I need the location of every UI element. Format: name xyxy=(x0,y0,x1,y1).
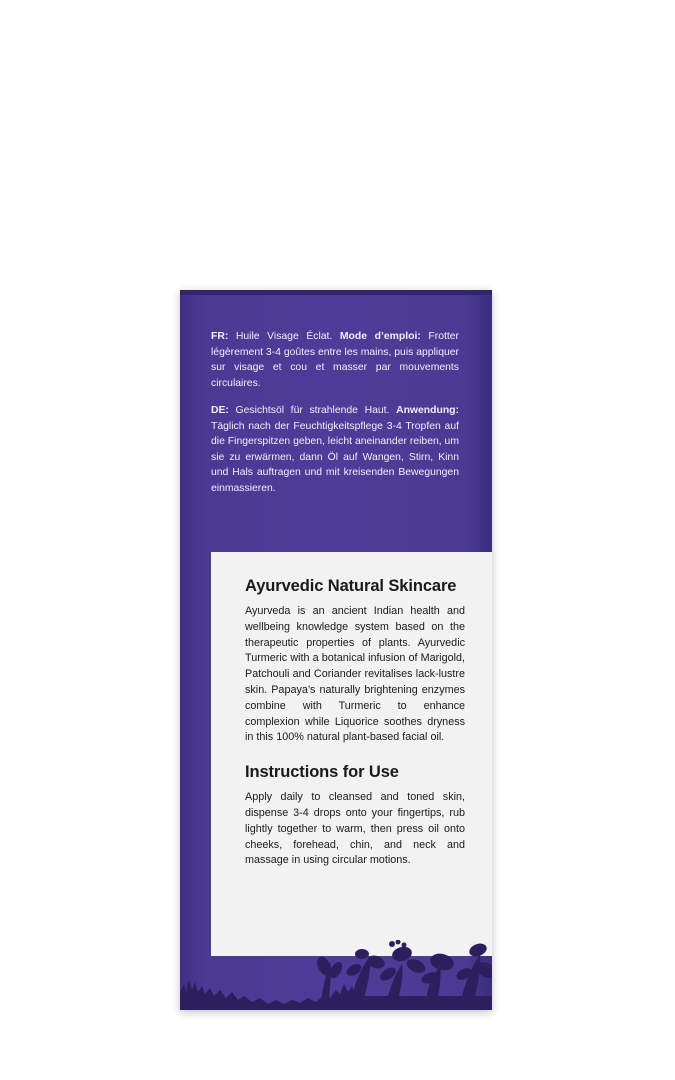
de-mode-label: Anwendung: xyxy=(396,405,459,416)
ayurvedic-description: Ayurveda is an ancient Indian health and wellbeing knowledge system based on the therapeutic properties of plants. Ayurvedic Turmeric with a botanical infusion of Marigold, Patchouli and Coriander revitalises lack-lustre skin. Papaya’s naturally brightening enzymes combine with Turmeric to enhance complexion while Liquorice soothes dryness in this 100% natural plant-based facial oil. xyxy=(245,605,465,744)
instructions-text: Apply daily to cleansed and toned skin, dispense 3-4 drops onto your fingertips, rub lightly together to warm, then press oil onto cheeks, forehead, chin, and neck and massage in using circular motions. xyxy=(245,791,465,867)
instructions-heading: Instructions for Use xyxy=(245,763,399,782)
french-instructions xyxy=(211,329,459,391)
de-lead: DE: xyxy=(211,405,229,416)
fr-mode-label: Mode d’emploi: xyxy=(339,331,421,342)
de-product: Gesichtsöl für strahlende Haut. xyxy=(228,405,397,416)
info-panel xyxy=(211,552,492,956)
fr-text: Frotter légèrement 3-4 goûtes entre les mains, puis appliquer sur visage et cou et masser par mouvements circulaires. xyxy=(211,331,459,389)
de-text: Täglich nach der Feuchtigkeitspflege 3-4 Tropfen auf die Fingerspitzen geben, leicht aneinander reiben, um sie zu erwärmen, dann Öl auf Wangen, Stirn, Kinn und Hals auftragen und mit kreisenden Bewegungen einmassieren. xyxy=(211,420,459,494)
german-instructions xyxy=(211,403,459,497)
fr-lead: FR: xyxy=(211,331,229,342)
fr-product: Huile Visage Éclat. xyxy=(228,331,340,342)
ayurvedic-heading: Ayurvedic Natural Skincare xyxy=(245,577,457,595)
foliage-silhouette-icon xyxy=(180,940,492,1010)
box-top-edge xyxy=(180,290,492,295)
product-box-side xyxy=(180,290,492,1010)
info-panel-content xyxy=(245,576,465,869)
